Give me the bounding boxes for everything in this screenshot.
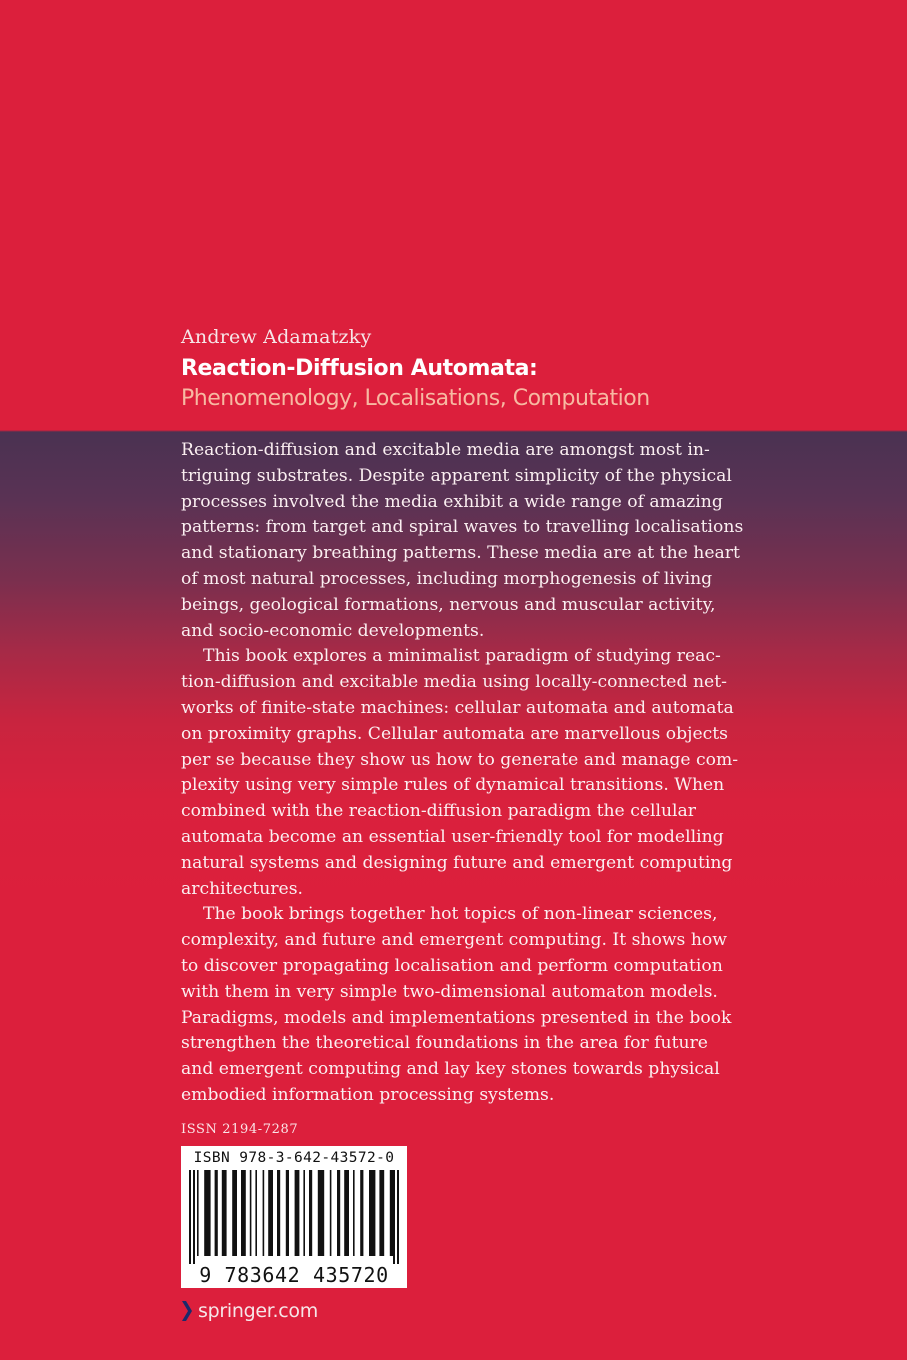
publisher-link[interactable]	[181, 1296, 318, 1326]
barcode-bar	[393, 1170, 395, 1264]
blurb-line: beings, geological formations, nervous and muscular activity,	[181, 594, 716, 615]
chevron-right-icon	[181, 1300, 193, 1322]
blurb-line: architectures.	[181, 878, 304, 899]
barcode-bar	[193, 1170, 195, 1264]
barcode-bar	[397, 1170, 399, 1264]
barcode-digits: 9 783642 435720	[199, 1263, 389, 1287]
book-title: Reaction-Diffusion Automata:	[181, 356, 538, 381]
barcode-bar	[390, 1170, 393, 1256]
blurb-line: Paradigms, models and implementations presented in the book	[181, 1007, 732, 1028]
issn-number: ISSN 2194-7287	[181, 1122, 299, 1137]
book-subtitle: Phenomenology, Localisations, Computation	[181, 386, 650, 411]
barcode-bar	[204, 1170, 210, 1256]
barcode-bar	[241, 1170, 246, 1256]
blurb-paragraph-2	[181, 644, 751, 902]
blurb-line: triguing substrates. Despite apparent simplicity of the physical	[181, 465, 732, 486]
blurb-line: and socio-economic developments.	[181, 620, 485, 641]
blurb-line: complexity, and future and emergent computing. It shows how	[181, 930, 727, 951]
blurb-line: of most natural processes, including morphogenesis of living	[181, 568, 713, 589]
barcode-bar	[197, 1170, 199, 1256]
blurb-line: strengthen the theoretical foundations in the area for future	[181, 1033, 708, 1054]
barcode-bar	[263, 1170, 265, 1256]
publisher-url[interactable]: springer.com	[198, 1300, 318, 1322]
blurb-line: with them in very simple two-dimensional automaton models.	[181, 981, 718, 1002]
author-name: Andrew Adamatzky	[181, 326, 372, 348]
barcode-bar	[369, 1170, 375, 1256]
barcode-bar	[309, 1170, 312, 1256]
blurb-line: to discover propagating localisation and perform computation	[181, 955, 723, 976]
blurb-line: per se because they show us how to generate and manage com-	[181, 749, 739, 770]
barcode-bar	[222, 1170, 227, 1256]
barcode-bar	[286, 1170, 289, 1256]
barcode-bar	[255, 1170, 257, 1256]
blurb-paragraph-3	[181, 902, 751, 1108]
barcode-bar	[232, 1170, 237, 1256]
barcode-icon	[187, 1170, 401, 1264]
blurb-line: on proximity graphs. Cellular automata are marvellous objects	[181, 723, 728, 744]
barcode-bar	[189, 1170, 191, 1264]
blurb-line: This book explores a minimalist paradigm of studying reac-	[203, 646, 721, 667]
barcode-bar	[379, 1170, 384, 1256]
blurb-text	[181, 438, 751, 1109]
barcode-bar	[330, 1170, 332, 1256]
barcode-bar	[318, 1170, 324, 1256]
barcode-bar	[277, 1170, 280, 1256]
barcode-bar	[344, 1170, 349, 1256]
blurb-line: automata become an essential user-friendly tool for modelling	[181, 826, 724, 847]
blurb-line: tion-diffusion and excitable media using locally-connected net-	[181, 672, 727, 693]
blurb-line: plexity using very simple rules of dynamical transitions. When	[181, 775, 725, 796]
blurb-line: and emergent computing and lay key stones towards physical	[181, 1059, 720, 1080]
blurb-paragraph-1	[181, 438, 751, 644]
blurb-line: natural systems and designing future and emergent computing	[181, 852, 733, 873]
blurb-line: works of finite-state machines: cellular automata and automata	[181, 697, 734, 718]
blurb-line: The book brings together hot topics of non-linear sciences,	[203, 904, 718, 925]
blurb-line: Reaction-diffusion and excitable media are amongst most in-	[181, 440, 710, 460]
barcode-bar	[337, 1170, 340, 1256]
isbn-label: ISBN 978-3-642-43572-0	[193, 1150, 395, 1166]
blurb-line: processes involved the media exhibit a wide range of amazing	[181, 491, 723, 512]
blurb-line: and stationary breathing patterns. These media are at the heart	[181, 543, 740, 564]
blurb-line: embodied information processing systems.	[181, 1084, 555, 1105]
barcode-bar	[353, 1170, 355, 1256]
barcode-bar	[303, 1170, 305, 1256]
barcode-bar	[250, 1170, 252, 1256]
barcode-bar	[268, 1170, 273, 1256]
isbn-barcode	[181, 1146, 407, 1288]
blurb-line: patterns: from target and spiral waves to travelling localisations	[181, 517, 744, 538]
barcode-bar	[215, 1170, 218, 1256]
barcode-bar	[295, 1170, 300, 1256]
blurb-line: combined with the reaction-diffusion paradigm the cellular	[181, 801, 697, 822]
barcode-bar	[360, 1170, 363, 1256]
